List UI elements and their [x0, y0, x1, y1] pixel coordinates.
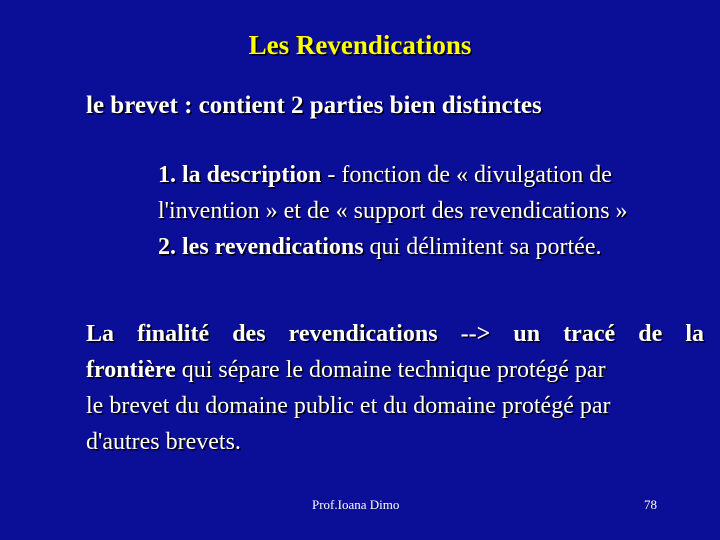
list-item-claims [158, 229, 714, 265]
finality-word: --> [460, 321, 491, 347]
list-item-description-line1 [158, 157, 714, 193]
finality-word: la [685, 321, 704, 347]
finality-word: finalité [137, 321, 210, 347]
description-label: 1. la description [158, 162, 322, 188]
finality-word: tracé [563, 321, 616, 347]
parts-list [158, 157, 714, 265]
footer-author: Prof.Ioana Dimo [312, 497, 400, 512]
page-number: 78 [644, 497, 657, 512]
finality-paragraph [86, 316, 704, 460]
claims-label: 2. les revendications [158, 234, 364, 260]
claims-text: qui délimitent sa portée. [363, 234, 602, 260]
list-item-description-line2: l'invention » et de « support des revendications » [158, 198, 628, 224]
description-text: - fonction de « divulgation de [321, 162, 612, 188]
finality-word: de [638, 321, 663, 347]
frontier-word: frontière [86, 357, 176, 383]
finality-word: revendications [288, 321, 438, 347]
finality-line4: d'autres brevets. [86, 429, 241, 455]
finality-line1 [86, 316, 704, 352]
slide-subtitle: le brevet : contient 2 parties bien distinctes [86, 92, 542, 119]
finality-word: un [513, 321, 541, 347]
finality-line2-text: qui sépare le domaine technique protégé par [175, 357, 606, 383]
slide-title: Les Revendications [248, 30, 472, 60]
finality-word: La [86, 321, 115, 347]
finality-word: des [232, 321, 266, 347]
finality-line2 [86, 352, 704, 388]
finality-line3: le brevet du domaine public et du domaine protégé par [86, 393, 611, 419]
